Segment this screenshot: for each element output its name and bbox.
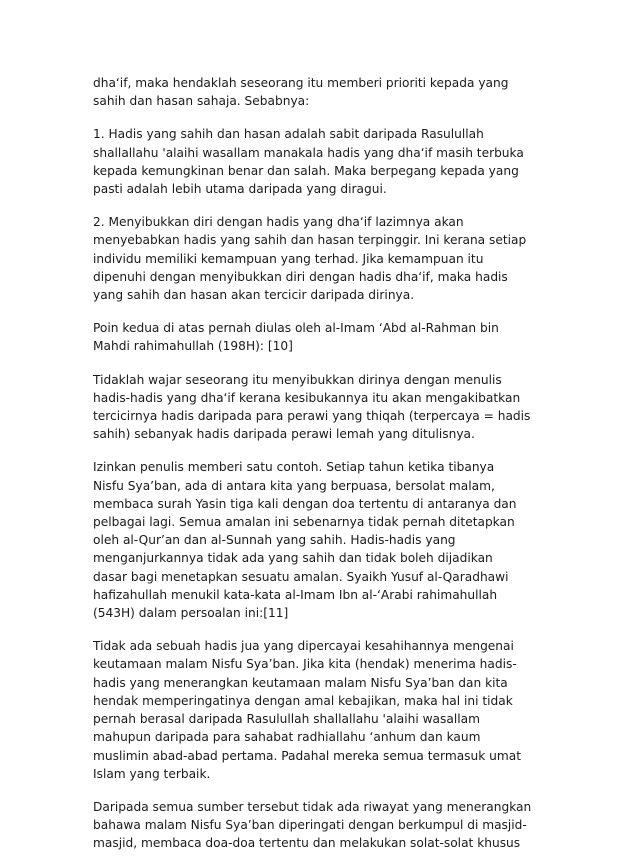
paragraph-imam-note: Poin kedua di atas pernah diulas oleh al-Imam ‘Abd al-Rahman bin Mahdi rahimahullah (198H): [10] [93,321,499,354]
paragraph-quote-ibn-arabi: Tidak ada sebuah hadis jua yang dipercayai kesahihannya mengenai keutamaan malam Nisfu Sya’ban. Jika kita (hendak) menerima hadis- hadis yang menerangkan keutamaan malam Nisfu Sya’ban dan kita hendak memperingatinya dengan amal kebajikan, maka hal ini tidak pernah berasal daripada Rasulullah shallallahu 'alaihi wasallam mahupun daripada para sahabat radhiallahu ‘anhum dan kaum muslimin abad-abad pertama. Padahal mereka semua termasuk umat Islam yang terbaik. [93,639,522,781]
paragraph-quote-imam: Tidaklah wajar seseorang itu menyibukkan dirinya dengan menulis hadis-hadis yang dha‘if kerana kesibukannya itu akan mengakibatkan tercicirnya hadis daripada para perawi yang thiqah (terpercaya = hadis sahih) sebanyak hadis daripada perawi lemah yang ditulisnya. [93,372,531,442]
paragraph-point-1: 1. Hadis yang sahih dan hasan adalah sabit daripada Rasulullah shallallahu 'alaihi wasallam manakala hadis yang dha‘if masih terbuka kepada kemungkinan benar dan salah. Maka berpegang kepada yang pasti adalah lebih utama daripada yang diragui. [93,127,524,197]
paragraph-point-2: 2. Menyibukkan diri dengan hadis yang dha‘if lazimnya akan menyebabkan hadis yang sahih dan hasan terpinggir. Ini kerana setiap individu memiliki kemampuan yang terhad. Jika kemampuan itu dipenuhi dengan menyibukkan diri dengan hadis dha‘if, maka hadis yang sahih dan hasan akan tercicir daripada dirinya. [93,215,527,303]
paragraph-continuation: dha‘if, maka hendaklah seseorang itu memberi prioriti kepada yang sahih dan hasan sahaja. Sebabnya: [93,76,509,109]
paragraph-sources: Daripada semua sumber tersebut tidak ada riwayat yang menerangkan bahawa malam Nisfu Sya’ban diperingati dengan berkumpul di masjid- masjid, membaca doa-doa tertentu dan melakukan solat-solat khusus [93,799,532,851]
paragraph-example: Izinkan penulis memberi satu contoh. Setiap tahun ketika tibanya Nisfu Sya’ban, ada di antara kita yang berpuasa, bersolat malam, membaca surah Yasin tiga kali dengan doa tertentu di antaranya dan pelbagai lagi. Semua amalan ini sebenarnya tidak pernah ditetapkan oleh al-Qur’an dan al-Sunnah yang sahih. Hadis-hadis yang menganjurkannya tidak ada yang sahih dan tidak boleh dijadikan dasar bagi menetapkan sesuatu amalan. Syaikh Yusuf al-Qaradhawi hafizahullah menukil kata-kata al-Imam Ibn al-‘Arabi rahimahullah (543H) dalam persoalan ini:[11] [93,460,517,621]
document-page [93,74,545,868]
